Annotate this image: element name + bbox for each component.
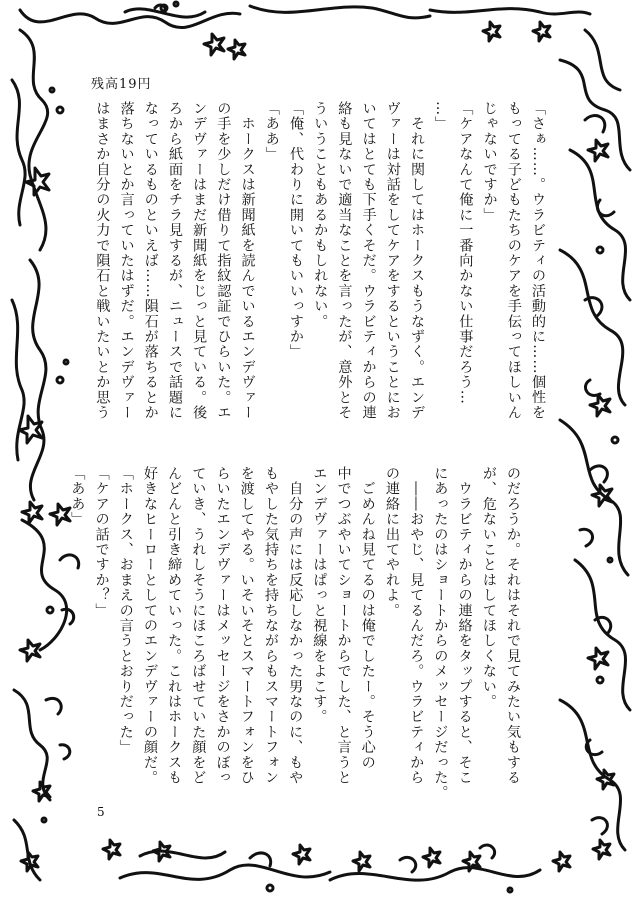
text-line: 「ホークス、おまえの言うとおりだった」 — [117, 466, 134, 755]
text-line: 絡も見ないで適当なことを言ったが、意外とそ — [336, 101, 353, 421]
body-text-upper — [90, 101, 550, 465]
text-line: らいたエンデヴァーはメッセージをさかのぼっ — [214, 466, 231, 786]
text-line: もってる子どもたちのケアを手伝ってほしいん — [505, 101, 522, 421]
text-line: じゃないですか」 — [481, 101, 498, 223]
text-line: の手を少しだけ借りて指紋認証でひらいた。エ — [215, 101, 232, 421]
text-line: エンデヴァーはぱっと視線をよこす。 — [311, 466, 328, 725]
text-line: もやした気持ちを持ちながらもスマートフォン — [262, 466, 279, 786]
text-line: を渡してやる。いそいそとスマートフォンをひ — [238, 466, 255, 786]
text-line: …」 — [433, 101, 450, 132]
text-line: はまさか自分の火力で隕石と戦いたいとか思う — [94, 101, 111, 421]
text-line: ウラビティからの連絡をタップすると、そこ — [456, 466, 473, 786]
text-line: 「ケアなんて俺に一番向かない仕事だろう… — [457, 101, 474, 405]
text-line: いてはとても下手くそだ。ウラビティからの連 — [360, 101, 377, 421]
text-line: んどんと引き締めていった。これはホークスも — [166, 466, 183, 786]
text-line: 自分の声には反応しなかった男なのに、もや — [287, 466, 304, 786]
text-line: 「俺、代わりに開いてもいいっすか」 — [287, 101, 304, 360]
text-line: ンデヴァーはまだ新聞紙をじっと見ている。後 — [191, 101, 208, 421]
text-line: の連絡に出てやれよ。 — [383, 466, 400, 618]
text-line: ヴァーは対話をしてケアをするということにお — [384, 101, 401, 421]
text-line: ういうこともあるかもしれない。 — [312, 101, 329, 329]
text-line: ろから紙面をチラ見するが、ニュースで話題に — [166, 101, 183, 421]
text-line: なっているものといえば……隕石が落ちるとか — [142, 101, 159, 421]
text-line: 好きなヒーローとしてのエンデヴァーの顔だ。 — [141, 466, 158, 786]
page-number: 5 — [97, 805, 105, 819]
text-line: にあったのはショートからのメッセージだった。 — [432, 466, 449, 801]
text-line: ――おやじ、見てるんだろ。ウラビティから — [408, 466, 425, 786]
text-line: ていき、うれしそうにほころばせていた顔をど — [190, 466, 207, 786]
text-line: 「さぁ……。ウラビティの活動的に……個性を — [530, 101, 546, 421]
text-line: 中でつぶやいてショートからでした、と言うと — [335, 466, 352, 786]
chapter-title: 残高19円 — [91, 77, 152, 92]
text-line: が、危ないことはしてほしくない。 — [480, 466, 497, 710]
text-line: 落ちないとか言っていたはずだ。エンデヴァー — [118, 101, 135, 421]
text-line: 「ああ」 — [69, 466, 86, 527]
body-text-lower — [65, 466, 525, 806]
text-line: ごめんね見てるのは俺でしたー。そう心の — [359, 466, 376, 770]
text-line: 「ああ」 — [263, 101, 280, 162]
text-line: 「ケアの話ですか？」 — [93, 466, 110, 618]
text-line: ホークスは新聞紙を読んでいるエンデヴァー — [239, 101, 256, 421]
text-line: のだろうか。それはそれで見てみたい気もする — [505, 466, 521, 786]
text-line: それに関してはホークスもうなずく。エンデ — [408, 101, 425, 421]
